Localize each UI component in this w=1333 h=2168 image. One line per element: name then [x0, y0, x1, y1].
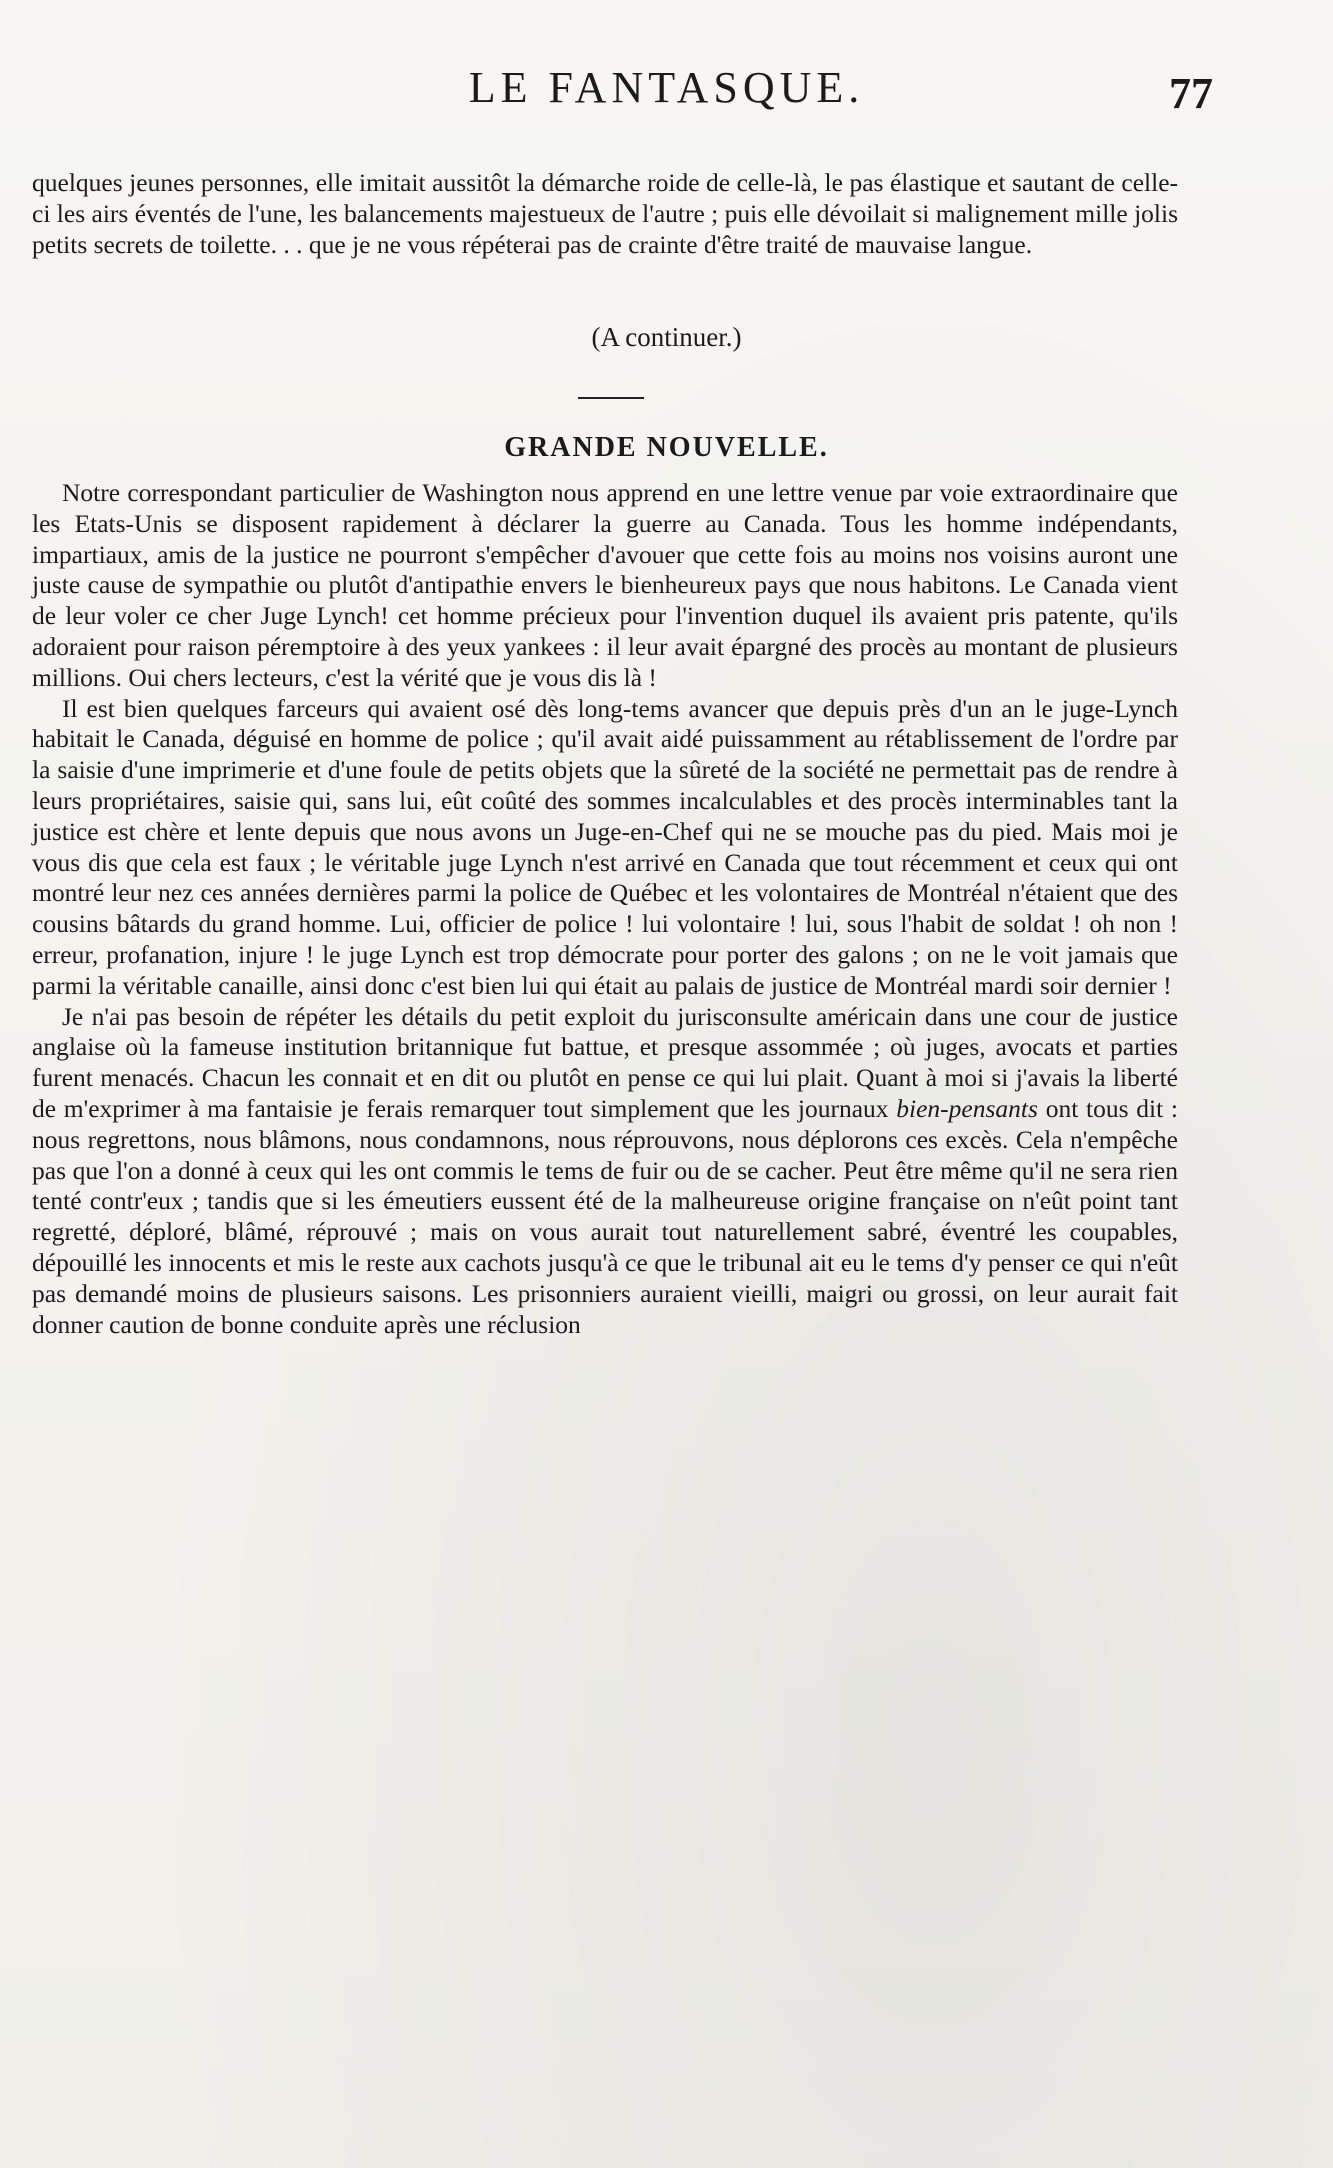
page-number: 77	[1169, 69, 1213, 118]
article-paragraph-1: Notre correspondant particulier de Washington nous apprend en une lettre venue par voie extraordinaire que les Etats-Unis se disposent rapidement à déclarer la guerre au Canada. Tous les homme indépendants, impartiaux, amis de la justice ne pourront s'empêcher d'avouer que cette fois au moins nos voisins auront une juste cause de sympathie ou plutôt d'antipathie envers le bienheureux pays que nous habitons. Le Canada vient de leur voler ce cher Juge Lynch! cet homme précieux pour l'invention duquel ils avaient pris patente, qu'ils adoraient pour raison péremptoire à des yeux yankees : il leur avait épargné des procès au montant de plusieurs millions. Oui chers lecteurs, c'est la vérité que je vous dis là !	[32, 478, 1178, 692]
italic-term: bien-pensants	[896, 1093, 1038, 1123]
article-body	[32, 478, 1178, 1340]
page-header	[0, 62, 1333, 132]
paragraph-3-text-start: Je n'ai pas besoin de répéter les détails du petit exploit du jurisconsulte américain dans une cour de justice anglaise où la fameuse institution britannique fut battue, et presque assommée ; où juges, avocats et parties furent menacés. Chacun les connait et en dit ou plutôt en pense ce qui lui plait. Quant à moi si j'avais la liberté de m'exprimer à ma fantaisie je ferais remarquer tout simplement que les journaux	[32, 1001, 1178, 1123]
article-paragraph-3	[32, 1002, 1178, 1341]
running-title: LE FANTASQUE.	[468, 63, 865, 112]
article-title: GRANDE NOUVELLE.	[504, 432, 829, 463]
section-divider	[578, 397, 644, 399]
intro-paragraph: quelques jeunes personnes, elle imitait aussitôt la démarche roide de celle-là, le pas élastique et sautant de celle-ci les airs éventés de l'une, les balancements majestueux de l'autre ; puis elle dévoilait si malignement mille jolis petits secrets de toilette. . . que je ne vous répéterai pas de crainte d'être traité de mauvaise langue.	[32, 168, 1178, 259]
continue-note: (A continuer.)	[591, 322, 742, 352]
paragraph-3-text-end: ont tous dit : nous regrettons, nous blâmons, nous condamnons, nous réprouvons, nous déplorons ces excès. Cela n'empêche pas que l'on a donné à ceux qui les ont commis le tems de fuir ou de se cacher. Peut être même qu'il ne sera rien tenté contr'eux ; tandis que si les émeutiers eussent été de la malheureuse origine française on n'eût point tant regretté, déploré, blâmé, réprouvé ; mais on vous aurait tout naturellement sabré, éventré les coupables, dépouillé les innocents et mis le reste aux cachots jusqu'à ce que le tribunal ait eu le tems d'y penser ce qui n'eût pas demandé moins de plusieurs saisons. Les prisonniers auraient vieilli, maigri ou grossi, on leur aurait fait donner caution de bonne conduite après une réclusion	[32, 1093, 1179, 1339]
intro-paragraph-block	[32, 168, 1178, 260]
article-paragraph-2: Il est bien quelques farceurs qui avaient osé dès long-tems avancer que depuis près d'un an le juge-Lynch habitait le Canada, déguisé en homme de police ; qu'il avait aidé puissamment au rétablissement de l'ordre par la saisie d'une imprimerie et d'une foule de petits objets que la sûreté de la société ne permettait pas de rendre à leurs propriétaires, saisie qui, sans lui, eût coûté des sommes incalculables et des procès interminables tant la justice est chère et lente depuis que nous avons un Juge-en-Chef qui ne se mouche pas du pied. Mais moi je vous dis que cela est faux ; le véritable juge Lynch n'est arrivé en Canada que tout récemment et ceux qui ont montré leur nez ces années dernières parmi la police de Québec et les volontaires de Montréal n'étaient que des cousins bâtards du grand homme. Lui, officier de police ! lui volontaire ! lui, sous l'habit de soldat ! oh non ! erreur, profanation, injure ! le juge Lynch est trop démocrate pour porter des galons ; on ne le voit jamais que parmi la véritable canaille, ainsi donc c'est bien lui qui était au palais de justice de Montréal mardi soir dernier !	[32, 693, 1178, 1000]
